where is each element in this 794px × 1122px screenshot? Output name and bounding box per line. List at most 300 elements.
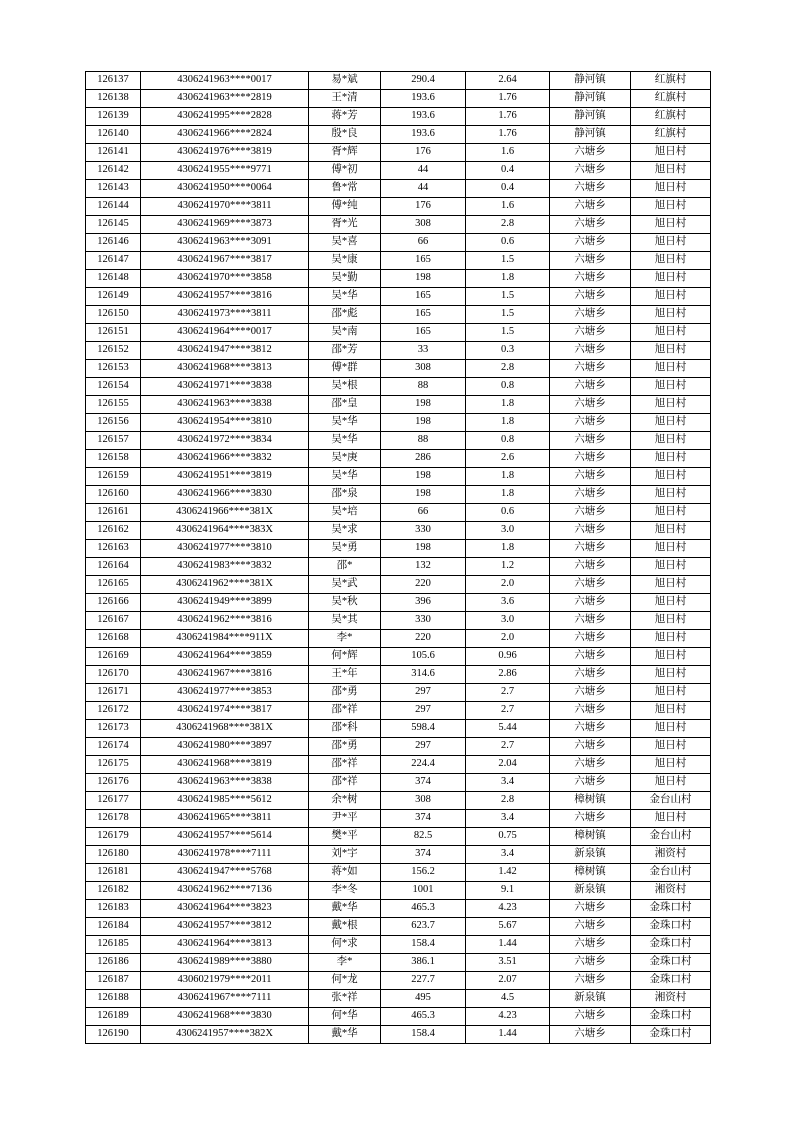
serial-number-cell: 126158 (86, 450, 141, 468)
serial-number-cell: 126182 (86, 882, 141, 900)
name-cell: 吴*勤 (309, 270, 381, 288)
amount-cell: 198 (381, 486, 466, 504)
amount-cell: 105.6 (381, 648, 466, 666)
serial-number-cell: 126160 (86, 486, 141, 504)
town-cell: 樟树镇 (550, 792, 631, 810)
serial-number-cell: 126149 (86, 288, 141, 306)
ratio-cell: 1.2 (466, 558, 550, 576)
id-number-cell: 4306241957****382X (141, 1026, 309, 1044)
village-cell: 旭日村 (631, 234, 711, 252)
name-cell: 邵*泉 (309, 486, 381, 504)
id-number-cell: 4306241984****911X (141, 630, 309, 648)
name-cell: 邵*皇 (309, 396, 381, 414)
ratio-cell: 2.8 (466, 360, 550, 378)
ratio-cell: 4.23 (466, 1008, 550, 1026)
village-cell: 旭日村 (631, 144, 711, 162)
id-number-cell: 4306241985****5612 (141, 792, 309, 810)
ratio-cell: 0.4 (466, 162, 550, 180)
town-cell: 六塘乡 (550, 360, 631, 378)
serial-number-cell: 126161 (86, 504, 141, 522)
town-cell: 静河镇 (550, 108, 631, 126)
serial-number-cell: 126164 (86, 558, 141, 576)
amount-cell: 227.7 (381, 972, 466, 990)
village-cell: 旭日村 (631, 522, 711, 540)
table-row (86, 1008, 711, 1026)
ratio-cell: 1.5 (466, 324, 550, 342)
ratio-cell: 5.67 (466, 918, 550, 936)
amount-cell: 465.3 (381, 900, 466, 918)
amount-cell: 165 (381, 324, 466, 342)
table-row (86, 612, 711, 630)
town-cell: 六塘乡 (550, 198, 631, 216)
table-row (86, 144, 711, 162)
serial-number-cell: 126179 (86, 828, 141, 846)
town-cell: 六塘乡 (550, 396, 631, 414)
id-number-cell: 4306241970****3858 (141, 270, 309, 288)
id-number-cell: 4306241957****5614 (141, 828, 309, 846)
table-row (86, 954, 711, 972)
village-cell: 金珠口村 (631, 900, 711, 918)
table-row (86, 558, 711, 576)
serial-number-cell: 126137 (86, 72, 141, 90)
amount-cell: 495 (381, 990, 466, 1008)
id-number-cell: 4306241964****383X (141, 522, 309, 540)
name-cell: 李*冬 (309, 882, 381, 900)
name-cell: 吴*武 (309, 576, 381, 594)
village-cell: 旭日村 (631, 612, 711, 630)
amount-cell: 386.1 (381, 954, 466, 972)
village-cell: 旭日村 (631, 594, 711, 612)
ratio-cell: 0.6 (466, 234, 550, 252)
name-cell: 蒋*芳 (309, 108, 381, 126)
town-cell: 六塘乡 (550, 288, 631, 306)
ratio-cell: 2.7 (466, 702, 550, 720)
village-cell: 旭日村 (631, 378, 711, 396)
town-cell: 六塘乡 (550, 522, 631, 540)
ratio-cell: 2.7 (466, 738, 550, 756)
village-cell: 红旗村 (631, 90, 711, 108)
village-cell: 红旗村 (631, 126, 711, 144)
ratio-cell: 1.8 (466, 486, 550, 504)
amount-cell: 374 (381, 810, 466, 828)
name-cell: 何*龙 (309, 972, 381, 990)
serial-number-cell: 126173 (86, 720, 141, 738)
ratio-cell: 2.0 (466, 630, 550, 648)
id-number-cell: 4306241950****0064 (141, 180, 309, 198)
ratio-cell: 2.86 (466, 666, 550, 684)
table-row (86, 450, 711, 468)
town-cell: 六塘乡 (550, 918, 631, 936)
id-number-cell: 4306241964****3813 (141, 936, 309, 954)
serial-number-cell: 126152 (86, 342, 141, 360)
village-cell: 金珠口村 (631, 918, 711, 936)
id-number-cell: 4306241976****3819 (141, 144, 309, 162)
village-cell: 旭日村 (631, 504, 711, 522)
ratio-cell: 3.4 (466, 846, 550, 864)
village-cell: 旭日村 (631, 414, 711, 432)
amount-cell: 132 (381, 558, 466, 576)
amount-cell: 158.4 (381, 1026, 466, 1044)
amount-cell: 88 (381, 432, 466, 450)
ratio-cell: 1.44 (466, 1026, 550, 1044)
serial-number-cell: 126171 (86, 684, 141, 702)
name-cell: 吴*求 (309, 522, 381, 540)
id-number-cell: 4306241964****0017 (141, 324, 309, 342)
serial-number-cell: 126165 (86, 576, 141, 594)
ratio-cell: 2.7 (466, 684, 550, 702)
table-row (86, 180, 711, 198)
name-cell: 鲁*常 (309, 180, 381, 198)
id-number-cell: 4306241968****3813 (141, 360, 309, 378)
id-number-cell: 4306241965****3811 (141, 810, 309, 828)
amount-cell: 308 (381, 792, 466, 810)
town-cell: 六塘乡 (550, 576, 631, 594)
name-cell: 何*辉 (309, 648, 381, 666)
id-number-cell: 4306241964****3859 (141, 648, 309, 666)
name-cell: 王*清 (309, 90, 381, 108)
amount-cell: 330 (381, 522, 466, 540)
town-cell: 六塘乡 (550, 180, 631, 198)
amount-cell: 297 (381, 684, 466, 702)
ratio-cell: 0.3 (466, 342, 550, 360)
ratio-cell: 3.4 (466, 774, 550, 792)
name-cell: 樊*平 (309, 828, 381, 846)
table-row (86, 792, 711, 810)
id-number-cell: 4306241974****3817 (141, 702, 309, 720)
id-number-cell: 4306241957****3816 (141, 288, 309, 306)
ratio-cell: 1.42 (466, 864, 550, 882)
village-cell: 旭日村 (631, 396, 711, 414)
table-row (86, 900, 711, 918)
table-row (86, 270, 711, 288)
village-cell: 旭日村 (631, 432, 711, 450)
ratio-cell: 1.76 (466, 90, 550, 108)
table-row (86, 648, 711, 666)
table-row (86, 828, 711, 846)
serial-number-cell: 126154 (86, 378, 141, 396)
amount-cell: 330 (381, 612, 466, 630)
serial-number-cell: 126177 (86, 792, 141, 810)
town-cell: 樟树镇 (550, 828, 631, 846)
table-row (86, 414, 711, 432)
id-number-cell: 4306241983****3832 (141, 558, 309, 576)
village-cell: 旭日村 (631, 576, 711, 594)
name-cell: 邵*彪 (309, 306, 381, 324)
table-row (86, 630, 711, 648)
ratio-cell: 0.4 (466, 180, 550, 198)
table-row (86, 396, 711, 414)
village-cell: 旭日村 (631, 558, 711, 576)
serial-number-cell: 126146 (86, 234, 141, 252)
village-cell: 金台山村 (631, 792, 711, 810)
id-number-cell: 4306241995****2828 (141, 108, 309, 126)
id-number-cell: 4306241966****3830 (141, 486, 309, 504)
serial-number-cell: 126162 (86, 522, 141, 540)
village-cell: 旭日村 (631, 180, 711, 198)
id-number-cell: 4306241967****7111 (141, 990, 309, 1008)
serial-number-cell: 126144 (86, 198, 141, 216)
name-cell: 吴*根 (309, 378, 381, 396)
village-cell: 金珠口村 (631, 972, 711, 990)
town-cell: 六塘乡 (550, 450, 631, 468)
village-cell: 旭日村 (631, 486, 711, 504)
village-cell: 旭日村 (631, 288, 711, 306)
name-cell: 吴*喜 (309, 234, 381, 252)
village-cell: 金台山村 (631, 864, 711, 882)
name-cell: 吴*庚 (309, 450, 381, 468)
town-cell: 六塘乡 (550, 162, 631, 180)
name-cell: 邵*祥 (309, 756, 381, 774)
table-row (86, 288, 711, 306)
serial-number-cell: 126157 (86, 432, 141, 450)
amount-cell: 374 (381, 774, 466, 792)
id-number-cell: 4306241957****3812 (141, 918, 309, 936)
name-cell: 邵* (309, 558, 381, 576)
amount-cell: 193.6 (381, 108, 466, 126)
id-number-cell: 4306241955****9771 (141, 162, 309, 180)
id-number-cell: 4306241949****3899 (141, 594, 309, 612)
town-cell: 六塘乡 (550, 486, 631, 504)
town-cell: 六塘乡 (550, 414, 631, 432)
serial-number-cell: 126159 (86, 468, 141, 486)
village-cell: 旭日村 (631, 720, 711, 738)
town-cell: 六塘乡 (550, 936, 631, 954)
town-cell: 六塘乡 (550, 630, 631, 648)
id-number-cell: 4306241963****0017 (141, 72, 309, 90)
village-cell: 旭日村 (631, 198, 711, 216)
name-cell: 胥*辉 (309, 144, 381, 162)
ratio-cell: 0.75 (466, 828, 550, 846)
name-cell: 刘*宇 (309, 846, 381, 864)
ratio-cell: 2.07 (466, 972, 550, 990)
serial-number-cell: 126151 (86, 324, 141, 342)
serial-number-cell: 126168 (86, 630, 141, 648)
name-cell: 吴*南 (309, 324, 381, 342)
town-cell: 新泉镇 (550, 846, 631, 864)
village-cell: 湘资村 (631, 990, 711, 1008)
serial-number-cell: 126163 (86, 540, 141, 558)
id-number-cell: 4306241970****3811 (141, 198, 309, 216)
village-cell: 旭日村 (631, 324, 711, 342)
amount-cell: 308 (381, 360, 466, 378)
table-row (86, 918, 711, 936)
town-cell: 六塘乡 (550, 738, 631, 756)
ratio-cell: 0.8 (466, 432, 550, 450)
serial-number-cell: 126148 (86, 270, 141, 288)
village-cell: 旭日村 (631, 306, 711, 324)
name-cell: 邵*祥 (309, 702, 381, 720)
name-cell: 尹*平 (309, 810, 381, 828)
town-cell: 静河镇 (550, 126, 631, 144)
ratio-cell: 1.76 (466, 126, 550, 144)
table-row (86, 882, 711, 900)
village-cell: 金珠口村 (631, 954, 711, 972)
table-row (86, 936, 711, 954)
ratio-cell: 0.8 (466, 378, 550, 396)
name-cell: 吴*勇 (309, 540, 381, 558)
ratio-cell: 3.4 (466, 810, 550, 828)
village-cell: 旭日村 (631, 702, 711, 720)
name-cell: 吴*其 (309, 612, 381, 630)
town-cell: 六塘乡 (550, 774, 631, 792)
name-cell: 邵*祥 (309, 774, 381, 792)
table-row (86, 306, 711, 324)
amount-cell: 33 (381, 342, 466, 360)
table-row (86, 378, 711, 396)
village-cell: 湘资村 (631, 846, 711, 864)
ratio-cell: 2.04 (466, 756, 550, 774)
name-cell: 戴*华 (309, 900, 381, 918)
amount-cell: 297 (381, 702, 466, 720)
id-number-cell: 4306241968****381X (141, 720, 309, 738)
serial-number-cell: 126176 (86, 774, 141, 792)
id-number-cell: 4306241962****3816 (141, 612, 309, 630)
id-number-cell: 4306241989****3880 (141, 954, 309, 972)
id-number-cell: 4306241966****381X (141, 504, 309, 522)
serial-number-cell: 126183 (86, 900, 141, 918)
town-cell: 六塘乡 (550, 270, 631, 288)
amount-cell: 66 (381, 234, 466, 252)
serial-number-cell: 126153 (86, 360, 141, 378)
town-cell: 六塘乡 (550, 810, 631, 828)
ratio-cell: 5.44 (466, 720, 550, 738)
table-row (86, 504, 711, 522)
town-cell: 六塘乡 (550, 1008, 631, 1026)
id-number-cell: 4306241964****3823 (141, 900, 309, 918)
village-cell: 红旗村 (631, 72, 711, 90)
id-number-cell: 4306241947****5768 (141, 864, 309, 882)
serial-number-cell: 126180 (86, 846, 141, 864)
id-number-cell: 4306241963****2819 (141, 90, 309, 108)
name-cell: 何*华 (309, 1008, 381, 1026)
serial-number-cell: 126147 (86, 252, 141, 270)
amount-cell: 88 (381, 378, 466, 396)
ratio-cell: 1.8 (466, 468, 550, 486)
village-cell: 旭日村 (631, 360, 711, 378)
table-row (86, 990, 711, 1008)
amount-cell: 314.6 (381, 666, 466, 684)
village-cell: 旭日村 (631, 630, 711, 648)
town-cell: 六塘乡 (550, 684, 631, 702)
amount-cell: 465.3 (381, 1008, 466, 1026)
id-number-cell: 4306241969****3873 (141, 216, 309, 234)
amount-cell: 374 (381, 846, 466, 864)
name-cell: 李* (309, 954, 381, 972)
table-row (86, 738, 711, 756)
table-row (86, 342, 711, 360)
table-row (86, 864, 711, 882)
serial-number-cell: 126156 (86, 414, 141, 432)
amount-cell: 176 (381, 198, 466, 216)
village-cell: 旭日村 (631, 540, 711, 558)
town-cell: 六塘乡 (550, 1026, 631, 1044)
town-cell: 六塘乡 (550, 594, 631, 612)
id-number-cell: 4306241978****7111 (141, 846, 309, 864)
amount-cell: 165 (381, 288, 466, 306)
village-cell: 金珠口村 (631, 936, 711, 954)
name-cell: 戴*根 (309, 918, 381, 936)
id-number-cell: 4306241951****3819 (141, 468, 309, 486)
town-cell: 六塘乡 (550, 612, 631, 630)
town-cell: 六塘乡 (550, 954, 631, 972)
amount-cell: 44 (381, 162, 466, 180)
serial-number-cell: 126178 (86, 810, 141, 828)
serial-number-cell: 126166 (86, 594, 141, 612)
amount-cell: 165 (381, 306, 466, 324)
town-cell: 六塘乡 (550, 144, 631, 162)
ratio-cell: 3.51 (466, 954, 550, 972)
amount-cell: 198 (381, 468, 466, 486)
town-cell: 六塘乡 (550, 558, 631, 576)
town-cell: 六塘乡 (550, 342, 631, 360)
table-row (86, 1026, 711, 1044)
table-row (86, 468, 711, 486)
id-number-cell: 4306241963****3838 (141, 774, 309, 792)
village-cell: 旭日村 (631, 450, 711, 468)
serial-number-cell: 126139 (86, 108, 141, 126)
village-cell: 旭日村 (631, 252, 711, 270)
amount-cell: 198 (381, 540, 466, 558)
id-number-cell: 4306241962****381X (141, 576, 309, 594)
village-cell: 湘资村 (631, 882, 711, 900)
town-cell: 六塘乡 (550, 252, 631, 270)
ratio-cell: 1.8 (466, 396, 550, 414)
name-cell: 胥*光 (309, 216, 381, 234)
ratio-cell: 1.76 (466, 108, 550, 126)
amount-cell: 198 (381, 396, 466, 414)
ratio-cell: 1.44 (466, 936, 550, 954)
town-cell: 静河镇 (550, 90, 631, 108)
table-row (86, 972, 711, 990)
id-number-cell: 4306241947****3812 (141, 342, 309, 360)
town-cell: 樟树镇 (550, 864, 631, 882)
village-cell: 金台山村 (631, 828, 711, 846)
table-row (86, 756, 711, 774)
id-number-cell: 4306241968****3819 (141, 756, 309, 774)
ratio-cell: 1.8 (466, 540, 550, 558)
town-cell: 六塘乡 (550, 648, 631, 666)
records-table-body (86, 72, 711, 1044)
ratio-cell: 1.8 (466, 414, 550, 432)
village-cell: 金珠口村 (631, 1008, 711, 1026)
amount-cell: 396 (381, 594, 466, 612)
table-row (86, 666, 711, 684)
table-row (86, 576, 711, 594)
serial-number-cell: 126169 (86, 648, 141, 666)
village-cell: 旭日村 (631, 216, 711, 234)
amount-cell: 165 (381, 252, 466, 270)
serial-number-cell: 126175 (86, 756, 141, 774)
table-row (86, 216, 711, 234)
amount-cell: 598.4 (381, 720, 466, 738)
town-cell: 六塘乡 (550, 702, 631, 720)
table-row (86, 846, 711, 864)
village-cell: 红旗村 (631, 108, 711, 126)
table-row (86, 774, 711, 792)
name-cell: 吴*秋 (309, 594, 381, 612)
name-cell: 吴*华 (309, 414, 381, 432)
ratio-cell: 2.8 (466, 216, 550, 234)
table-row (86, 432, 711, 450)
serial-number-cell: 126174 (86, 738, 141, 756)
amount-cell: 158.4 (381, 936, 466, 954)
table-row (86, 360, 711, 378)
village-cell: 旭日村 (631, 774, 711, 792)
town-cell: 六塘乡 (550, 216, 631, 234)
serial-number-cell: 126187 (86, 972, 141, 990)
id-number-cell: 4306241980****3897 (141, 738, 309, 756)
id-number-cell: 4306241966****2824 (141, 126, 309, 144)
